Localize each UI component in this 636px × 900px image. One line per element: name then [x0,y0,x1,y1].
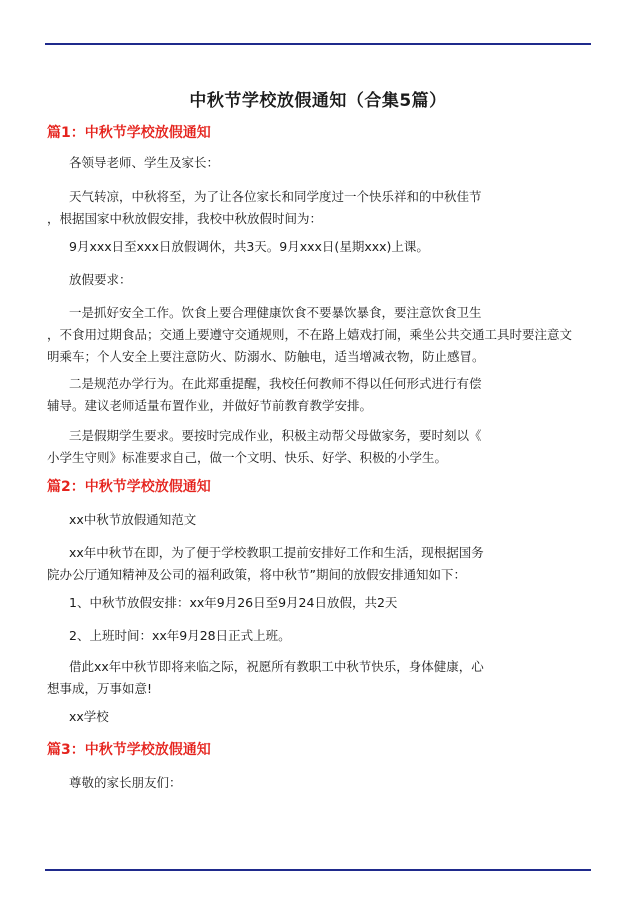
s2-paragraph-3: 1、中秋节放假安排：xx年9月26日至9月24日放假，共2天 [69,595,398,610]
s1-paragraph-5: 一是抓好安全工作。饮食上要合理健康饮食不要暴饮暴食，要注意饮食卫生 ，不食用过期食品；交通上要遵守交通规则，不在路上嬉戏打闹，乘坐公共交通工具时要注意文 明乘车；个人安全上要注意防火、防溺水、防触电，适当增减衣物，防止感冒。 [47,305,573,364]
section-1-heading: 篇1：中秋节学校放假通知 [47,125,211,141]
s1-paragraph-6: 二是规范办学行为。在此郑重提醒，我校任何教师不得以任何形式进行有偿 辅导。建议老师适量布置作业，并做好节前教育教学安排。 [47,376,482,413]
section-2-heading: 篇2：中秋节学校放假通知 [47,479,211,495]
s2-paragraph-6: xx学校 [69,709,109,724]
s2-paragraph-1: xx中秋节放假通知范文 [69,512,197,527]
s3-paragraph-1: 尊敬的家长朋友们： [69,775,182,790]
s2-paragraph-4: 2、上班时间：xx年9月28日正式上班。 [69,628,291,643]
bottom-rule [45,869,591,871]
s1-paragraph-7: 三是假期学生要求。要按时完成作业，积极主动帮父母做家务，要时刻以《 小学生守则》标准要求自己，做一个文明、快乐、好学、积极的小学生。 [47,428,482,465]
document-title: 中秋节学校放假通知（合集5篇） [189,91,447,111]
s1-paragraph-3: 9月xxx日至xxx日放假调休，共3天。9月xxx日(星期xxx)上课。 [69,239,429,254]
top-rule [45,43,591,45]
s2-paragraph-5: 借此xx年中秋节即将来临之际，祝愿所有教职工中秋节快乐，身体健康，心 想事成，万事如意! [47,659,484,696]
section-3-heading: 篇3：中秋节学校放假通知 [47,742,211,758]
s1-paragraph-1: 各领导老师、学生及家长： [69,155,220,170]
s2-paragraph-2: xx年中秋节在即，为了便于学校教职工提前安排好工作和生活，现根据国务 院办公厅通知精神及公司的福利政策，将中秋节”期间的放假安排通知如下： [47,545,484,582]
s1-paragraph-4: 放假要求： [69,272,132,287]
s1-paragraph-2: 天气转凉，中秋将至，为了让各位家长和同学度过一个快乐祥和的中秋佳节 ，根据国家中秋放假安排，我校中秋放假时间为： [47,189,482,226]
